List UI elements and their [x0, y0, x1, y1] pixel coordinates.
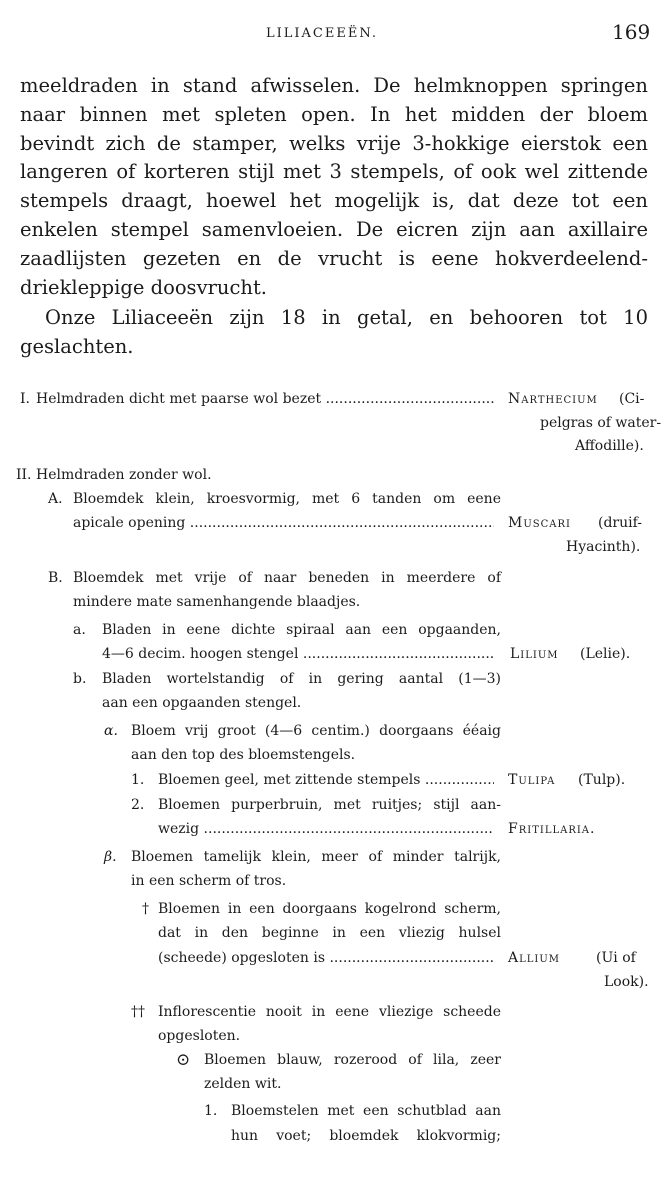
key-entry-allium-line	[158, 948, 494, 968]
key-entry-text: zelden wit.	[204, 1076, 282, 1092]
genus-allium: Allium	[508, 950, 561, 966]
key-label-double-dagger: ††	[131, 1004, 145, 1020]
paragraph-1: meeldraden in stand afwisselen. De helmknoppen springen naar binnen met spleten open. In het midden der bloem bevindt zich de stamper, welks vrije 3-hokkige eierstok een langeren of korteren stijl met 3 stempels, of ook wel zittende stempels draagt, hoewel het mogelijk is, dat deze tot een enkelen stempel samenvloeien. De eicren zijn aan axillaire zaadlijsten gezeten en de vrucht is eene hokverdeelend-driekleppige doosvrucht.	[20, 74, 648, 299]
key-label-II: II.	[16, 467, 32, 483]
header-title: LILIACEEËN.	[266, 26, 379, 41]
genus-lilium: Lilium	[510, 646, 559, 662]
key-entry-text: Helmdraden dicht met paarse wol bezet .....	[36, 389, 494, 409]
key-entry-text: aan een opgaanden stengel.	[102, 695, 302, 711]
key-entry-text: 4—6 decim. hoogen stengel .....	[102, 644, 494, 664]
key-label-2: 2.	[131, 797, 145, 813]
paragraph-2: Onze Liliaceeën zijn 18 in getal, en behooren tot 10 geslachten.	[20, 306, 648, 359]
key-entry-text: mindere mate samenhangende blaadjes.	[73, 594, 361, 610]
key-entry-text: Bloemdek met vrije of naar beneden in meerdere of	[73, 570, 501, 586]
key-entry-text: (scheede) opgesloten is .....	[158, 948, 494, 968]
key-label-alpha: α.	[104, 723, 118, 739]
common-name: (Ci-	[619, 391, 645, 407]
genus-tulipa: Tulipa	[508, 772, 556, 788]
key-entry-text: Bloemstelen met een schutblad aan	[231, 1103, 501, 1119]
common-name: Look).	[604, 974, 649, 990]
page-number: 169	[612, 20, 651, 44]
key-entry-text: wezig .....	[158, 819, 494, 839]
common-name: Affodille).	[575, 438, 644, 454]
common-name: (Ui of	[596, 950, 636, 966]
genus-muscari: Muscari	[508, 515, 571, 531]
key-entry-muscari-line	[73, 513, 494, 533]
key-label-1: 1.	[131, 772, 145, 788]
key-label-1b: 1.	[204, 1103, 218, 1119]
key-entry-lilium-line	[102, 644, 494, 664]
common-name: pelgras of water-	[540, 415, 662, 431]
key-entry-text: Bloemen blauw, rozerood of lila, zeer	[204, 1052, 501, 1068]
key-entry-text: Bladen wortelstandig of in gering aantal (1—3)	[102, 671, 501, 687]
common-name: (Lelie).	[580, 646, 631, 662]
key-label-b: b.	[73, 671, 87, 687]
key-entry-text: Bloemdek klein, kroesvormig, met 6 tanden om eene	[73, 491, 501, 507]
key-entry-fritillaria-line	[158, 819, 494, 839]
key-entry-text: Bloemen geel, met zittende stempels .....	[158, 770, 494, 790]
key-entry-tulipa-line	[158, 770, 494, 790]
key-entry-text: Bloem vrij groot (4—6 centim.) doorgaans ééaig	[131, 723, 501, 739]
sun-symbol-icon: ⊙	[176, 1050, 191, 1070]
key-entry-text: in een scherm of tros.	[131, 873, 287, 889]
key-entry-text: Bloemen purperbruin, met ruitjes; stijl aan-	[158, 797, 501, 813]
key-label-dagger: †	[142, 901, 149, 917]
key-label-A: A.	[48, 491, 63, 507]
key-entry-text: opgesloten.	[158, 1028, 241, 1044]
key-entry-text: dat in den beginne in een vliezig hulsel	[158, 925, 501, 941]
key-label-a: a.	[73, 622, 86, 638]
key-entry-text: Inflorescentie nooit in eene vliezige scheede	[158, 1004, 501, 1020]
common-name: (Tulp).	[578, 772, 626, 788]
key-entry-text: Bloemen in een doorgaans kogelrond scherm,	[158, 901, 501, 917]
key-entry-text: apicale opening .....	[73, 513, 494, 533]
key-entry-text: aan den top des bloemstengels.	[131, 747, 356, 763]
genus-fritillaria: Fritillaria.	[508, 821, 596, 837]
key-label-I: I.	[20, 391, 30, 407]
common-name: Hyacinth).	[566, 539, 641, 555]
key-label-beta: β.	[104, 849, 117, 865]
key-entry-narthecium-line	[36, 389, 494, 409]
key-label-B: B.	[48, 570, 63, 586]
key-entry-text: Helmdraden zonder wol.	[36, 467, 212, 483]
common-name: (druif-	[598, 515, 643, 531]
key-entry-text: Bloemen tamelijk klein, meer of minder talrijk,	[131, 849, 501, 865]
genus-narthecium: Narthecium	[508, 391, 598, 407]
key-entry-text: hun voet; bloemdek klokvormig;	[231, 1128, 501, 1144]
key-entry-text: Bladen in eene dichte spiraal aan een opgaanden,	[102, 622, 501, 638]
